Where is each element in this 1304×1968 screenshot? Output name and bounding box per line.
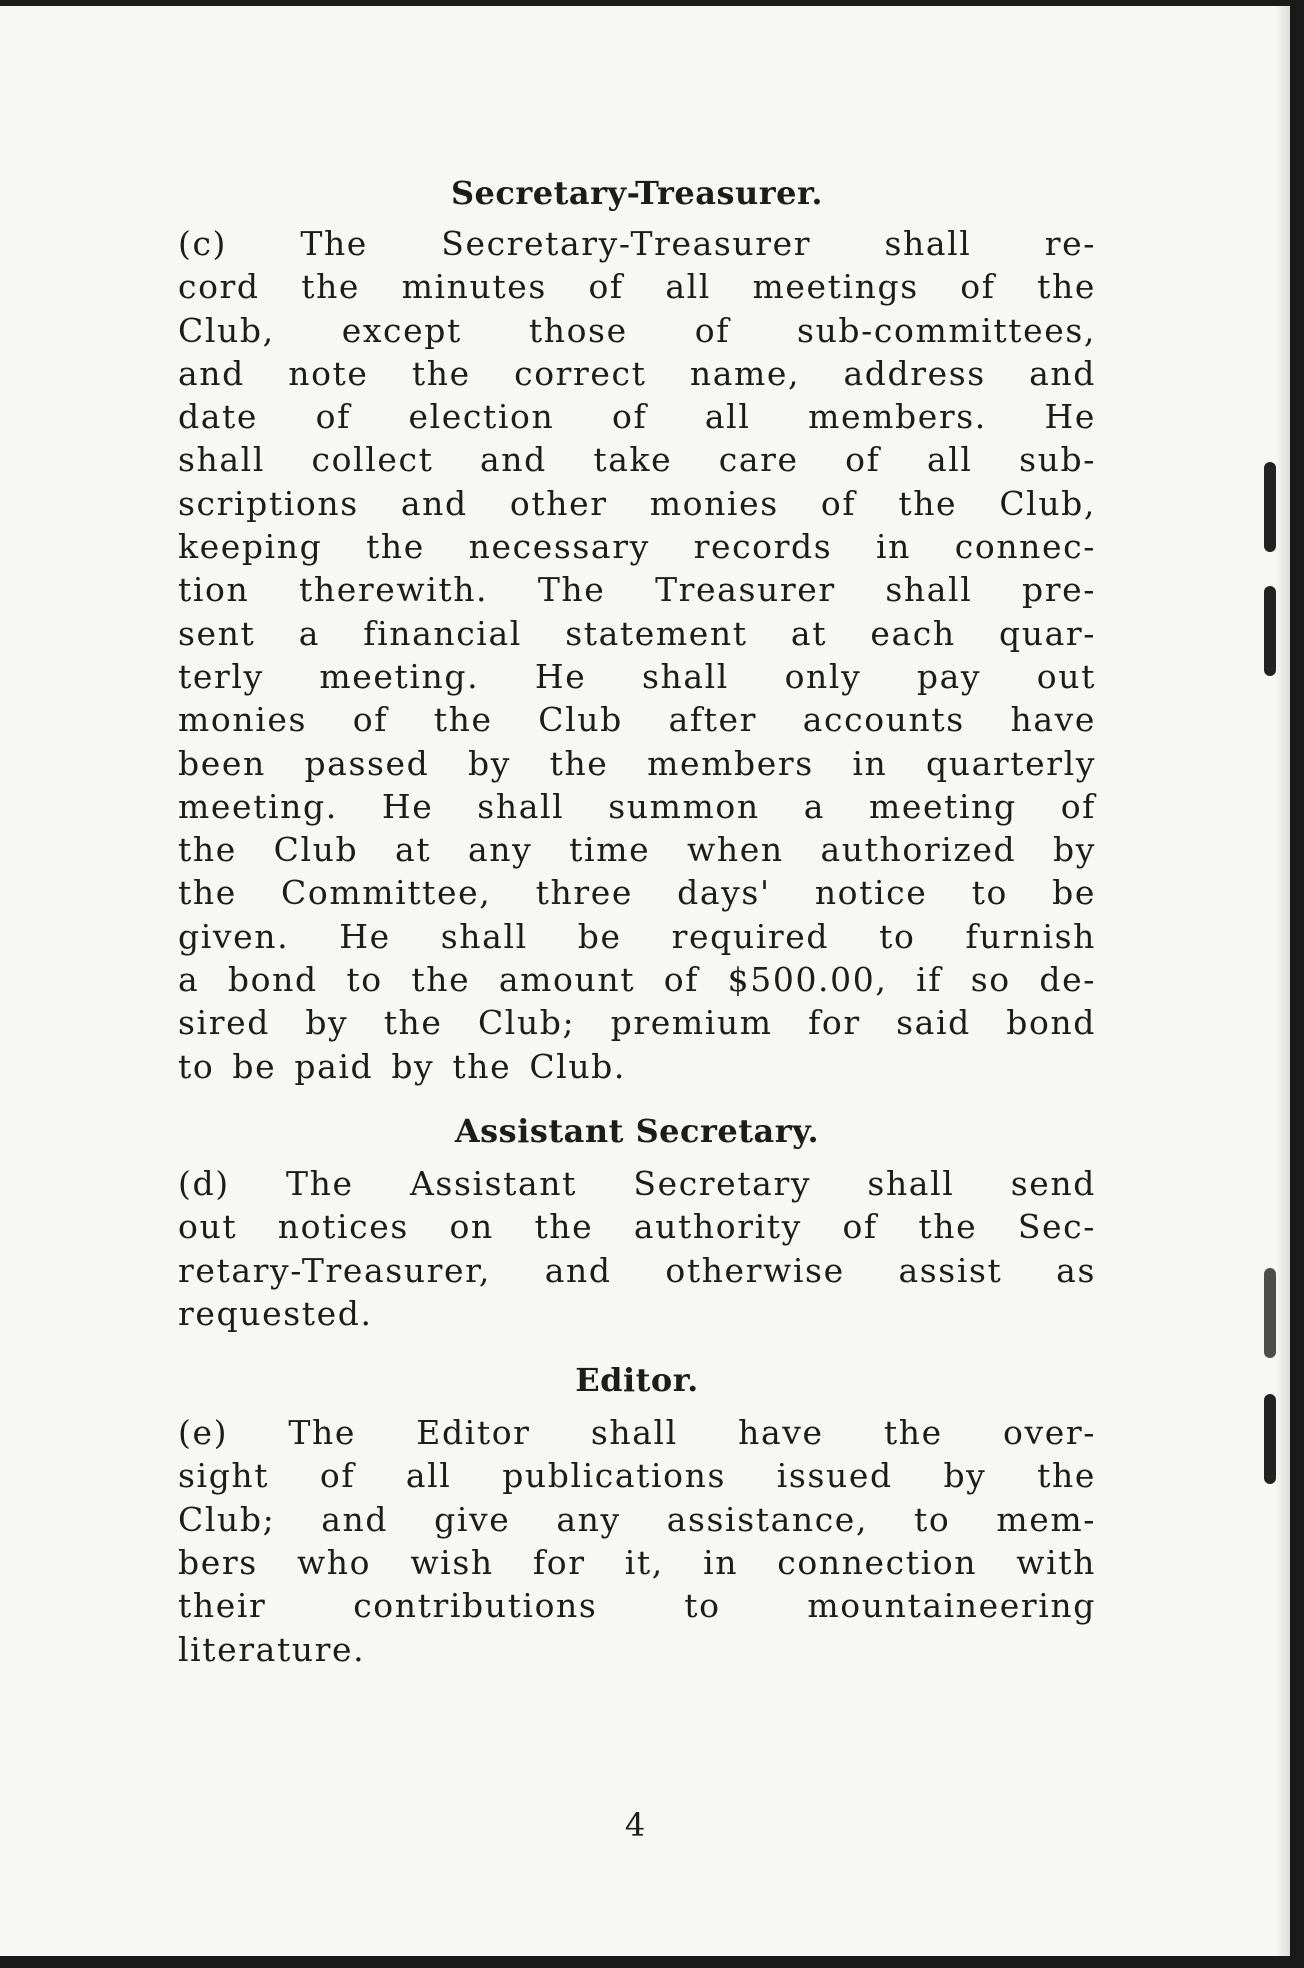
text-line: tion therewith. The Treasurer shall pre- xyxy=(178,570,1096,610)
text-line: (c) The Secretary-Treasurer shall re- xyxy=(178,224,1096,263)
document-page xyxy=(0,6,1290,1956)
text-line: the Club at any time when authorized by xyxy=(178,830,1096,870)
text-line: terly meeting. He shall only pay out xyxy=(178,656,1096,696)
text-line: Club, except those of sub-committees, xyxy=(178,310,1096,350)
heading-assistant-secretary: Assistant Secretary. xyxy=(454,1111,820,1150)
text-line: sired by the Club; premium for said bond xyxy=(178,1003,1096,1043)
paragraph-editor xyxy=(178,1411,1096,1671)
text-line: bers who wish for it, in connection with xyxy=(178,1543,1096,1583)
page-fold-shadow xyxy=(1276,6,1290,1956)
staple-mark-lower-bottom xyxy=(1264,1394,1276,1484)
heading-secretary-treasurer: Secretary-Treasurer. xyxy=(450,174,824,212)
text-line: been passed by the members in quarterly xyxy=(178,743,1096,783)
text-line: scriptions and other monies of the Club, xyxy=(178,483,1096,523)
text-line: sent a financial statement at each quar- xyxy=(178,613,1096,653)
text-line: requested. xyxy=(178,1293,373,1333)
staple-mark-upper-bottom xyxy=(1264,586,1276,676)
text-line: literature. xyxy=(178,1629,366,1669)
text-line: the Committee, three days' notice to be xyxy=(178,873,1096,913)
staple-mark-upper-top xyxy=(1264,462,1276,552)
page-content xyxy=(178,174,1096,1671)
text-line: a bond to the amount of $500.00, if so de- xyxy=(178,960,1096,1000)
paragraph-secretary-treasurer xyxy=(178,222,1096,1088)
text-line: cord the minutes of all meetings of the xyxy=(178,267,1096,307)
text-line: to be paid by the Club. xyxy=(178,1046,626,1086)
text-line: and note the correct name, address and xyxy=(178,353,1096,393)
heading-editor: Editor. xyxy=(575,1361,699,1400)
text-line: keeping the necessary records in connec- xyxy=(178,527,1096,567)
paragraph-assistant-secretary xyxy=(178,1162,1096,1335)
text-line: (d) The Assistant Secretary shall send xyxy=(178,1163,1096,1203)
text-line: sight of all publications issued by the xyxy=(178,1456,1096,1496)
text-line: shall collect and take care of all sub- xyxy=(178,440,1096,480)
page-number: 4 xyxy=(624,1806,646,1844)
text-line: meeting. He shall summon a meeting of xyxy=(178,786,1096,826)
staple-mark-lower-top xyxy=(1264,1268,1276,1358)
text-line: (e) The Editor shall have the over- xyxy=(178,1413,1096,1453)
text-line: retary-Treasurer, and otherwise assist as xyxy=(178,1250,1096,1290)
text-line: their contributions to mountaineering xyxy=(178,1586,1096,1626)
text-line: Club; and give any assistance, to mem- xyxy=(178,1499,1096,1539)
text-line: monies of the Club after accounts have xyxy=(178,700,1096,740)
text-line: out notices on the authority of the Sec- xyxy=(178,1207,1096,1247)
text-line: given. He shall be required to furnish xyxy=(178,916,1096,956)
text-line: date of election of all members. He xyxy=(178,397,1096,437)
